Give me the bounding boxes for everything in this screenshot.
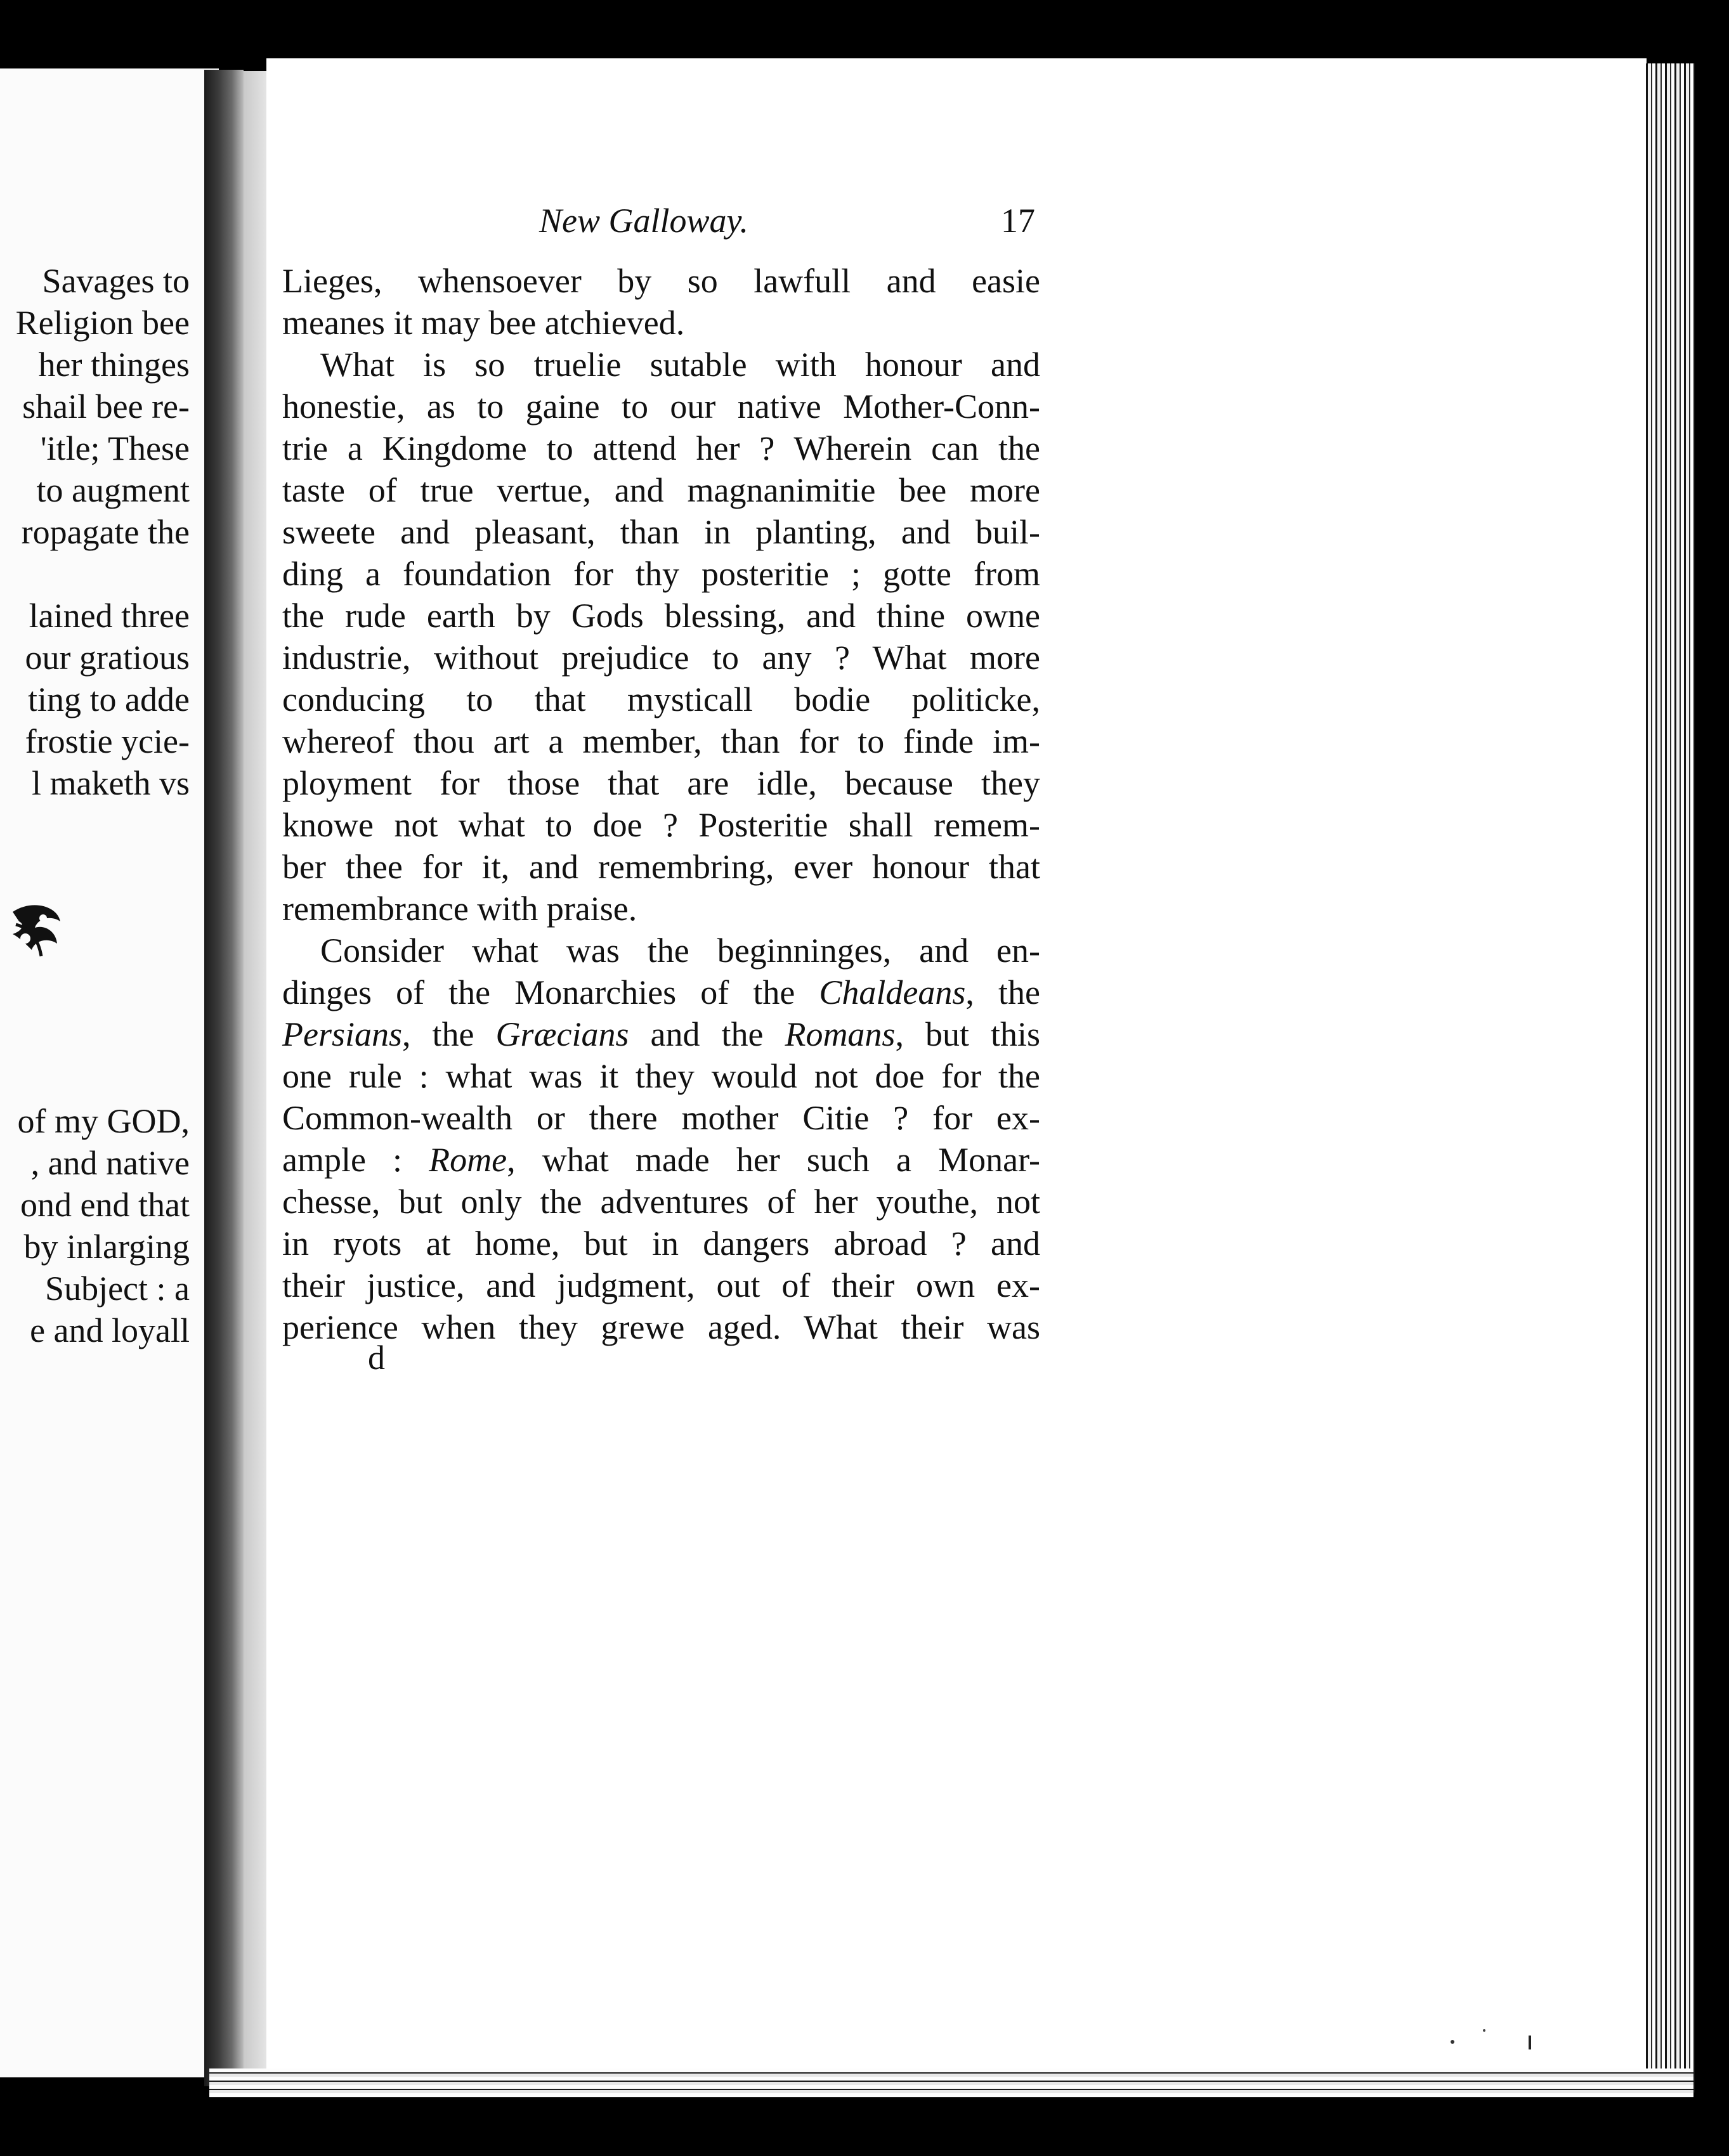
facing-page-line: our gratious (25, 639, 190, 677)
text-line: Lieges, whensoever by so lawfull and easie (282, 262, 1040, 300)
paper-specks (1446, 2023, 1548, 2061)
text-line: taste of true vertue, and magnanimitie bee more (282, 471, 1040, 509)
facing-page-line: lained three (29, 597, 190, 635)
text-line: their justice, and judgment, out of their own ex- (282, 1266, 1040, 1304)
text-line: ployment for those that are idle, because they (282, 764, 1040, 802)
facing-page-line: 'itle; These (40, 429, 190, 467)
text-line: Common-wealth or there mother Citie ? for ex- (282, 1099, 1040, 1137)
text-line: dinges of the Monarchies of the Chaldeans, the (282, 973, 1040, 1011)
page-edges (1643, 63, 1695, 2093)
facing-page-line: Savages to (42, 262, 190, 300)
facing-page-line: e and loyall (30, 1311, 190, 1349)
text-line: ding a foundation for thy posteritie ; gotte from (282, 555, 1040, 593)
text-line: ber thee for it, and remembring, ever honour that (282, 848, 1040, 886)
text-line: whereof thou art a member, than for to finde im- (282, 722, 1040, 760)
text-line: chesse, but only the adventures of her youthe, not (282, 1183, 1040, 1221)
signature-mark: d (368, 1339, 385, 1377)
facing-page-line: by inlarging (23, 1228, 190, 1266)
facing-page-line: ond end that (20, 1186, 190, 1224)
leaf-ornament-icon (6, 899, 63, 963)
text-line: Consider what was the beginninges, and en- (320, 932, 1040, 970)
facing-page-line: Religion bee (15, 304, 190, 342)
text-line: What is so truelie sutable with honour and (320, 346, 1040, 384)
book-gutter-shadow (204, 70, 244, 2086)
facing-page-line: ting to adde (28, 680, 190, 718)
text-line: sweete and pleasant, than in planting, and buil- (282, 513, 1040, 551)
page-number: 17 (1001, 202, 1035, 240)
text-line: meanes it may bee atchieved. (282, 304, 685, 342)
facing-page-line: ropagate the (21, 513, 190, 551)
text-line: one rule : what was it they would not doe for the (282, 1057, 1040, 1095)
text-line: the rude earth by Gods blessing, and thine owne (282, 597, 1040, 635)
text-line: remembrance with praise. (282, 890, 637, 928)
facing-page-line: her thinges (38, 346, 190, 384)
facing-page (0, 68, 219, 2077)
facing-page-line: of my GOD, (17, 1102, 190, 1140)
text-line: in ryots at home, but in dangers abroad ? and (282, 1224, 1040, 1263)
text-line: honestie, as to gaine to our native Mother-Conn- (282, 387, 1040, 425)
facing-page-line: Subject : a (45, 1270, 190, 1308)
text-line: knowe not what to doe ? Posteritie shall remem- (282, 806, 1040, 844)
text-line: perience when they grewe aged. What their was (282, 1308, 1040, 1346)
facing-page-line: to augment (36, 471, 190, 509)
facing-page-line: l maketh vs (32, 764, 190, 802)
text-line: trie a Kingdome to attend her ? Wherein can the (282, 429, 1040, 467)
page-bottom-edge (209, 2068, 1693, 2098)
text-line: industrie, without prejudice to any ? What more (282, 639, 1040, 677)
facing-page-line: shail bee re- (22, 387, 190, 425)
text-line: conducing to that mysticall bodie politicke, (282, 680, 1040, 718)
facing-page-line: frostie ycie- (25, 722, 190, 760)
text-line: ample : Rome, what made her such a Monar- (282, 1141, 1040, 1179)
running-head: New Galloway. (539, 202, 749, 240)
facing-page-line: , and native (30, 1144, 190, 1182)
text-line: Persians, the Græcians and the Romans, but this (282, 1015, 1040, 1053)
